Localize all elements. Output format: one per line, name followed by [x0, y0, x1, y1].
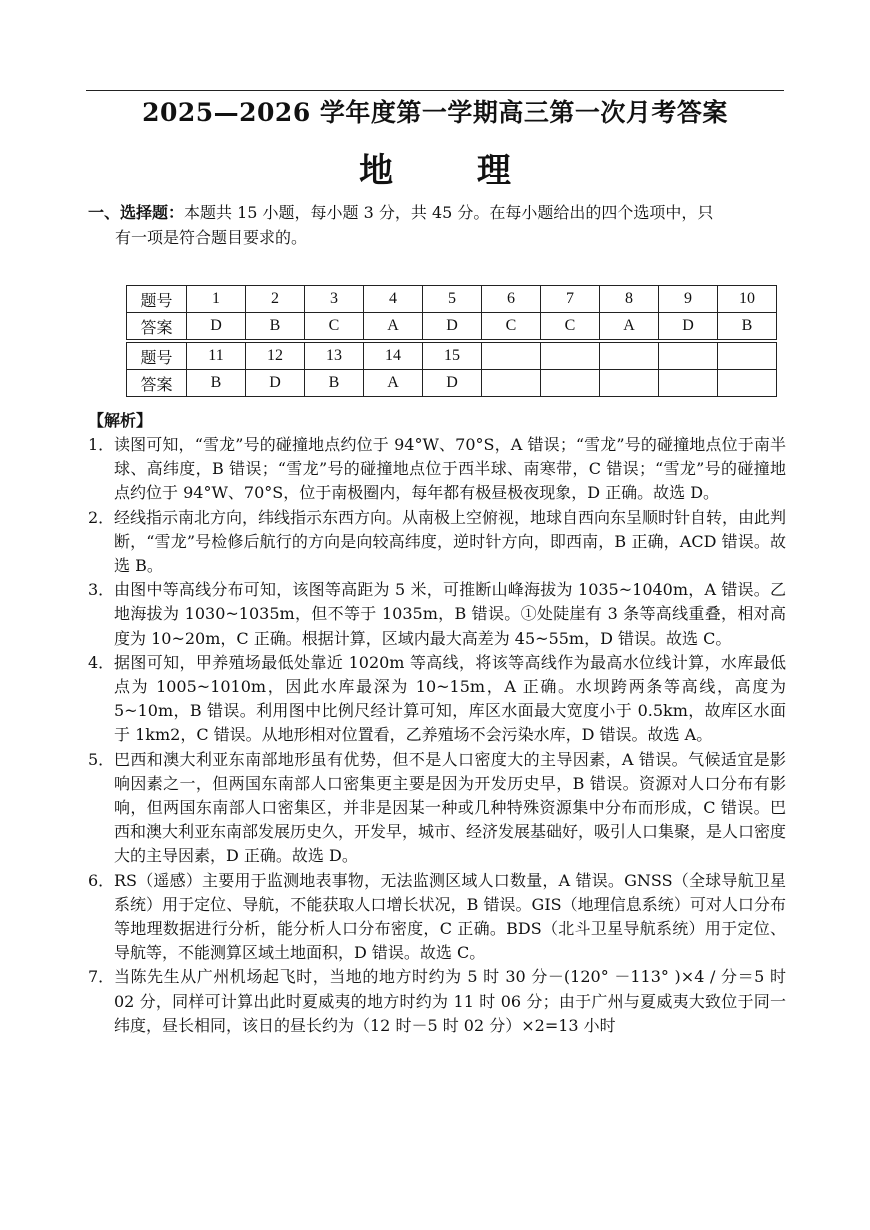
answer-row — [127, 370, 777, 397]
analysis-item — [88, 748, 786, 869]
answer-row — [127, 313, 777, 340]
table-cell: D — [659, 313, 718, 340]
table-cell: 1 — [187, 286, 246, 313]
table-cell: A — [364, 370, 423, 397]
table-cell: B — [718, 313, 777, 340]
table-cell: C — [541, 313, 600, 340]
table-cell: D — [187, 313, 246, 340]
table-cell — [600, 343, 659, 370]
item-text: 据图可知，甲养殖场最低处靠近 1020m 等高线，将该等高线作为最高水位线计算，水库最低点为 1005~1010m，因此水库最深为 10~15m，A 正确。水坝跨两条等高线，高度为 5~10m，B 错误。利用图中比例尺经计算可知，库区水面最大宽度小于 0.5km，故库区水面于 1km2，C 错误。从地形相对位置看，乙养殖场不会污染水库，D 错误。故选 A。 — [114, 652, 786, 745]
table-cell: 11 — [187, 343, 246, 370]
table-cell: C — [305, 313, 364, 340]
table-cell: 3 — [305, 286, 364, 313]
table-cell — [541, 343, 600, 370]
table-cell: 15 — [423, 343, 482, 370]
section-desc: 本题共 15 小题，每小题 3 分，共 45 分。在每小题给出的四个选项中，只 — [184, 203, 714, 222]
item-number: 6． — [88, 870, 115, 890]
table-cell — [482, 370, 541, 397]
table-cell: 14 — [364, 343, 423, 370]
document-title: 2025—2026 学年度第一学期高三第一次月考答案 — [142, 98, 728, 127]
table-cell — [659, 343, 718, 370]
analysis-item — [88, 869, 786, 966]
item-number: 1． — [88, 435, 115, 454]
table-cell — [541, 370, 600, 397]
item-number: 5． — [88, 749, 115, 769]
analysis-item — [88, 433, 786, 506]
item-text: RS（遥感）主要用于监测地表事物，无法监测区域人口数量，A 错误。GNSS（全球导航卫星系统）用于定位、导航，不能获取人口增长状况，B 错误。GIS（地理信息系统）可对人口分布等地理数据进行分析，能分析人口分布密度，C 正确。BDS（北斗卫星导航系统）用于定位、导航等，不能测算区域土地面积，D 错误。故选 C。 — [114, 870, 786, 963]
answer-table — [126, 285, 777, 397]
item-text: 经线指示南北方向，纬线指示东西方向。从南极上空俯视，地球自西向东呈顺时针自转，由此判断，“雪龙”号检修后航行的方向是向较高纬度，逆时针方向，即西南，B 正确，ACD 错误。故选 B。 — [114, 507, 787, 576]
table-cell: 9 — [659, 286, 718, 313]
table-cell: B — [305, 370, 364, 397]
analysis-item — [88, 651, 786, 748]
table-cell: 13 — [305, 343, 364, 370]
table-cell: D — [423, 370, 482, 397]
analysis-heading: 【解析】 — [88, 411, 153, 430]
section-lead: 一、选择题： — [88, 203, 185, 222]
table-cell: A — [364, 313, 423, 340]
question-number-row — [127, 286, 777, 313]
subject-title: 地 理 — [359, 151, 547, 191]
item-number: 4． — [88, 652, 115, 672]
section-desc-cont: 有一项是符合题目要求的。 — [115, 228, 308, 247]
item-number: 3． — [88, 580, 115, 600]
top-rule — [86, 90, 784, 91]
question-number-row — [127, 343, 777, 370]
table-cell — [482, 343, 541, 370]
table-cell — [600, 370, 659, 397]
item-number: 7． — [88, 967, 115, 987]
row-label: 答案 — [127, 370, 187, 397]
table-cell: 10 — [718, 286, 777, 313]
table-cell: B — [246, 313, 305, 340]
analysis-item — [88, 506, 786, 579]
item-text: 由图中等高线分布可知，该图等高距为 5 米，可推断山峰海拔为 1035~1040m，A 错误。乙地海拔为 1030~1035m，但不等于 1035m，B 错误。①处陡崖有 3 条等高线重叠，相对高度为 10~20m，C 正确。根据计算，区域内最大高差为 45~55m，D 错误。故选 C。 — [114, 580, 786, 648]
item-text: 巴西和澳大利亚东南部地形虽有优势，但不是人口密度大的主导因素，A 错误。气候适宜是影响因素之一，但两国东南部人口密集更主要是因为开发历史早，B 错误。资源对人口分布有影响，但两国东南部人口密集区，并非是因某一种或几种特殊资源集中分布而形成，C 错误。巴西和澳大利亚东南部发展历史久，开发早，城市、经济发展基础好，吸引人口集聚，是人口密度大的主导因素，D 正确。故选 D。 — [114, 749, 787, 866]
table-cell: 6 — [482, 286, 541, 313]
table-cell: 12 — [246, 343, 305, 370]
table-cell: D — [246, 370, 305, 397]
table-cell: 8 — [600, 286, 659, 313]
analysis-list — [88, 433, 786, 1038]
section-one-intro — [88, 200, 788, 250]
table-cell: 4 — [364, 286, 423, 313]
table-cell — [659, 370, 718, 397]
analysis-item — [88, 965, 786, 1038]
row-label: 题号 — [127, 343, 187, 370]
analysis-item — [88, 578, 786, 651]
table-cell: B — [187, 370, 246, 397]
table-cell: D — [423, 313, 482, 340]
table-cell: 5 — [423, 286, 482, 313]
item-number: 2． — [88, 507, 115, 527]
item-text: 当陈先生从广州机场起飞时，当地的地方时约为 5 时 30 分－(120° －113° )×4 / 分＝5 时 02 分，同样可计算出此时夏威夷的地方时约为 11 时 06 分；由于广州与夏威夷大致位于同一纬度，昼长相同，该日的昼长约为（12 时－5 时 02 分）×2=13 小时 — [114, 967, 786, 1035]
row-label: 答案 — [127, 313, 187, 340]
table-cell: 7 — [541, 286, 600, 313]
table-cell: C — [482, 313, 541, 340]
table-cell: 2 — [246, 286, 305, 313]
table-cell — [718, 343, 777, 370]
row-label: 题号 — [127, 286, 187, 313]
item-text: 读图可知，“雪龙”号的碰撞地点约位于 94°W、70°S，A 错误；“雪龙”号的碰撞地点位于南半球、高纬度，B 错误；“雪龙”号的碰撞地点位于西半球、南寒带，C 错误；“雪龙”号的碰撞地点约位于 94°W、70°S，位于南极圈内，每年都有极昼极夜现象，D 正确。故选 D。 — [114, 435, 786, 503]
table-cell: A — [600, 313, 659, 340]
table-cell — [718, 370, 777, 397]
